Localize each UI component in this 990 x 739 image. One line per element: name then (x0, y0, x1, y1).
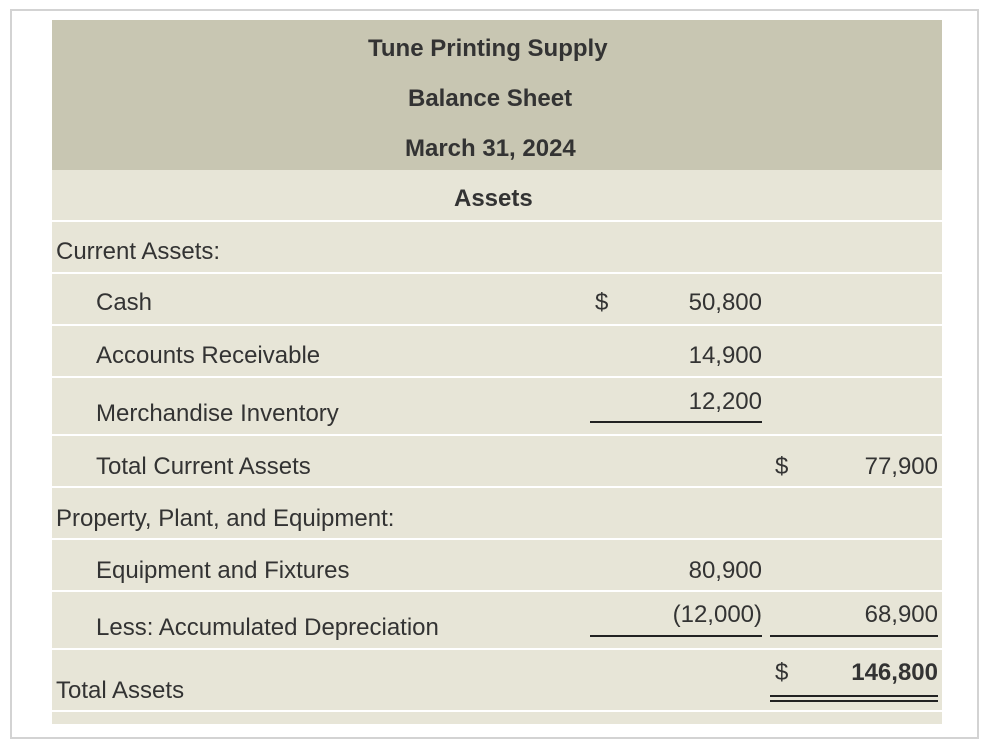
accounts-receivable-label: Accounts Receivable (96, 342, 321, 369)
assets-heading-row (52, 170, 942, 222)
current-assets-label: Current Assets: (56, 238, 221, 265)
equipment-amount: 80,900 (688, 557, 762, 584)
total-current-assets-amount: 77,900 (864, 453, 938, 480)
net-ppe-amount: 68,900 (864, 601, 938, 628)
depreciation-row (52, 592, 942, 650)
total-current-assets-row (52, 436, 942, 488)
net-ppe-underline (770, 635, 938, 637)
merchandise-inventory-row (52, 378, 942, 436)
table-footer-strip (52, 712, 942, 724)
total-current-assets-label: Total Current Assets (96, 453, 311, 480)
assets-heading: Assets (454, 185, 533, 212)
equipment-row (52, 540, 942, 592)
cash-amount: 50,800 (688, 289, 762, 316)
depreciation-amount: (12,000) (672, 601, 762, 628)
depreciation-underline (590, 635, 762, 637)
report-title: Balance Sheet (408, 85, 573, 112)
merchandise-inventory-label: Merchandise Inventory (96, 400, 339, 427)
inventory-underline (590, 421, 762, 423)
ppe-label: Property, Plant, and Equipment: (56, 505, 395, 532)
cash-label: Cash (96, 289, 153, 316)
merchandise-inventory-amount: 12,200 (688, 388, 762, 415)
total-current-assets-dollar-sign: $ (775, 453, 789, 480)
accounts-receivable-amount: 14,900 (688, 342, 762, 369)
cash-dollar-sign: $ (595, 289, 609, 316)
accounts-receivable-row (52, 326, 942, 378)
depreciation-label: Less: Accumulated Depreciation (96, 614, 439, 641)
balance-sheet-header (52, 20, 942, 170)
ppe-row (52, 488, 942, 540)
equipment-label: Equipment and Fixtures (96, 557, 350, 584)
total-assets-dollar-sign: $ (775, 659, 789, 686)
company-name: Tune Printing Supply (368, 35, 608, 62)
cash-row (52, 274, 942, 326)
total-assets-amount: 146,800 (851, 659, 938, 686)
total-assets-row (52, 650, 942, 712)
total-assets-label: Total Assets (56, 677, 185, 704)
report-date: March 31, 2024 (405, 135, 576, 162)
total-assets-double-underline-top (770, 695, 938, 697)
current-assets-row (52, 222, 942, 274)
total-assets-double-underline-bottom (770, 700, 938, 702)
